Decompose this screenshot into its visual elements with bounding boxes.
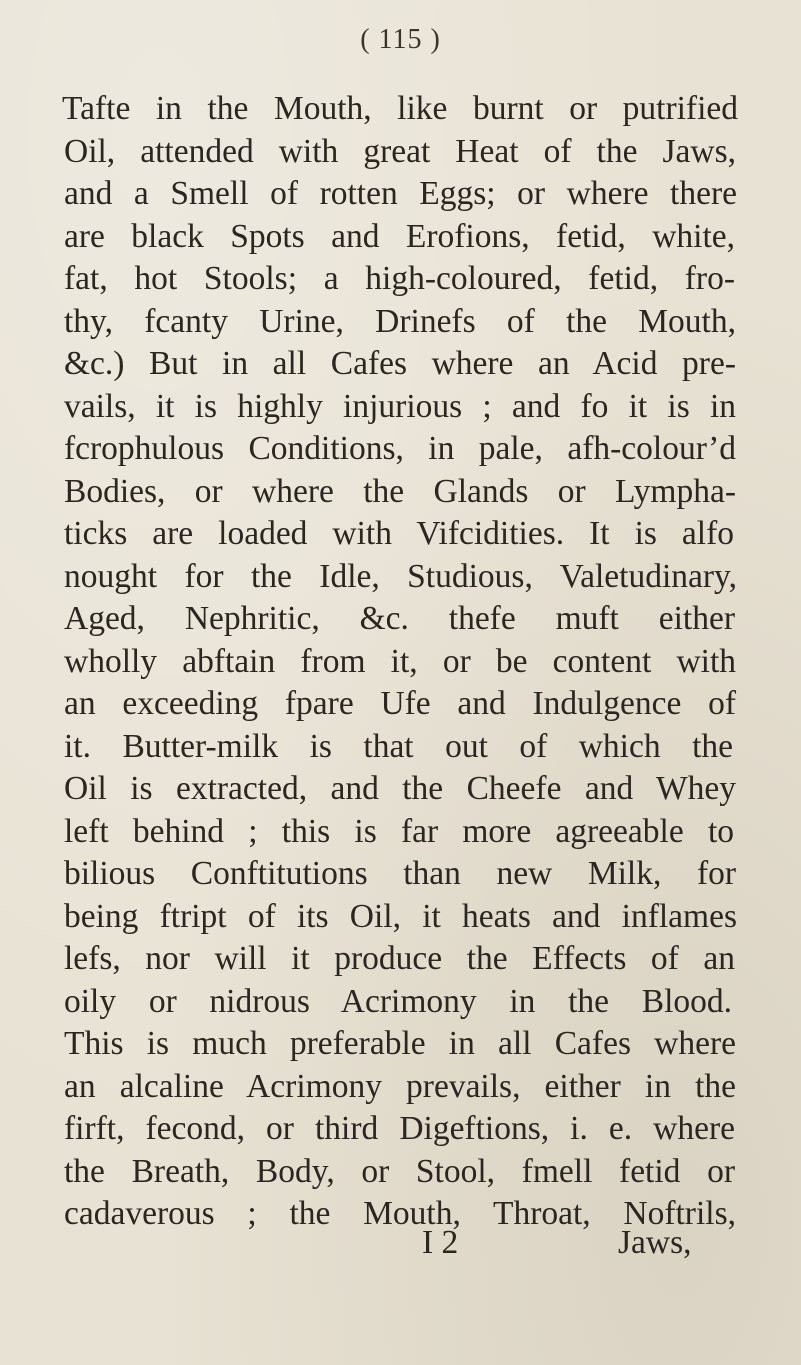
text-line: thy, fcanty Urine, Drinefs of the Mouth, (64, 302, 736, 340)
text-line: oily or nidrous Acrimony in the Blood. (64, 982, 732, 1020)
text-line: wholly abftain from it, or be content with (64, 642, 736, 680)
text-line: cadaverous ; the Mouth, Throat, Noftrils, (64, 1195, 736, 1232)
text-line: vails, it is highly injurious ; and fo it is in (64, 387, 736, 425)
text-line: ticks are loaded with Vifcidities. It is alfo (64, 515, 734, 552)
text-line: &c.) But in all Cafes where an Acid pre- (64, 345, 736, 382)
text-line: Tafte in the Mouth, like burnt or putrified (62, 90, 738, 127)
signature-mark: I 2 (422, 1224, 459, 1261)
text-line: Oil is extracted, and the Cheefe and Whey (64, 770, 736, 807)
text-line: Aged, Nephritic, &c. thefe muft either (64, 600, 735, 637)
text-line: it. Butter-milk is that out of which the (64, 727, 733, 765)
text-line: and a Smell of rotten Eggs; or where there (64, 175, 737, 212)
text-line: fcrophulous Conditions, in pale, afh-colour’d (64, 430, 736, 467)
text-line: Bodies, or where the Glands or Lympha- (64, 472, 736, 510)
page-footer (0, 1220, 801, 1266)
text-line: an exceeding fpare Ufe and Indulgence of (64, 685, 736, 722)
text-line: nought for the Idle, Studious, Valetudinary, (64, 557, 737, 595)
text-line: an alcaline Acrimony prevails, either in the (64, 1067, 736, 1105)
text-line: the Breath, Body, or Stool, fmell fetid or (64, 1152, 735, 1190)
text-line: being ftript of its Oil, it heats and inflames (64, 897, 737, 935)
text-line: This is much preferable in all Cafes where (64, 1025, 736, 1062)
text-line: Oil, attended with great Heat of the Jaws, (64, 132, 736, 170)
catchword: Jaws, (618, 1224, 692, 1261)
text-line: bilious Conftitutions than new Milk, for (64, 855, 736, 892)
text-line: are black Spots and Erofions, fetid, white, (64, 217, 735, 255)
text-line: firft, fecond, or third Digeftions, i. e. where (64, 1110, 735, 1147)
text-line: left behind ; this is far more agreeable to (64, 812, 734, 850)
text-line: fat, hot Stools; a high-coloured, fetid, fro- (64, 260, 735, 297)
text-line: lefs, nor will it produce the Effects of an (64, 940, 735, 977)
page-number: ( 115 ) (360, 24, 441, 55)
